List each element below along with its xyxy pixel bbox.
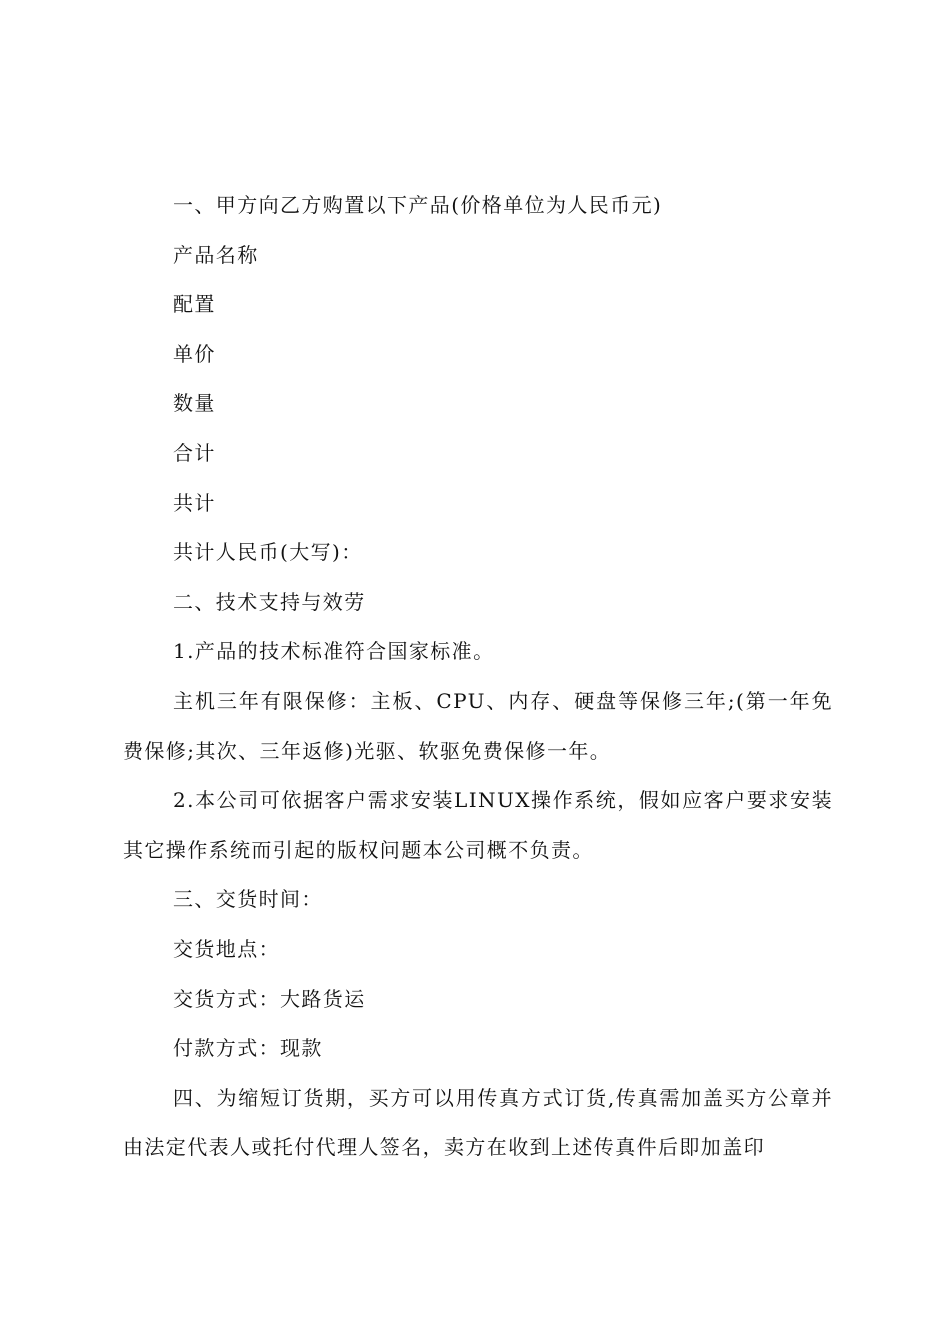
- section-1-heading: 一、甲方向乙方购置以下产品(价格单位为人民币元): [173, 193, 663, 217]
- item-quantity: 数量: [173, 391, 216, 416]
- payment-method: 付款方式：现款: [173, 1036, 323, 1061]
- clause-2-1: 1.产品的技术标准符合国家标准。: [173, 639, 495, 664]
- document-body: [123, 181, 833, 1173]
- item-total-rmb-uppercase: 共计人民币(大写)：: [173, 540, 363, 565]
- warranty-paragraph: 主机三年有限保修：主板、CPU、内存、硬盘等保修三年;(第一年免费保修;其次、三年返修)光驱、软驱免费保修一年。: [123, 688, 833, 763]
- item-unit-price: 单价: [173, 341, 216, 366]
- section-2-heading: 二、技术支持与效劳: [173, 589, 366, 614]
- section-4-paragraph: 四、为缩短订货期，买方可以用传真方式订货,传真需加盖买方公章并由法定代表人或托付代理人签名，卖方在收到上述传真件后即加盖印: [123, 1085, 833, 1160]
- item-product-name: 产品名称: [173, 242, 259, 267]
- delivery-method: 交货方式：大路货运: [173, 986, 366, 1011]
- item-subtotal: 合计: [173, 440, 216, 465]
- clause-2-2: 2.本公司可依据客户需求安装LINUX操作系统，假如应客户要求安装其它操作系统而引起的版权问题本公司概不负责。: [123, 788, 833, 862]
- item-total: 共计: [173, 490, 216, 515]
- delivery-location: 交货地点：: [173, 936, 280, 961]
- section-3-heading: 三、交货时间：: [173, 887, 323, 912]
- item-configuration: 配置: [173, 292, 216, 317]
